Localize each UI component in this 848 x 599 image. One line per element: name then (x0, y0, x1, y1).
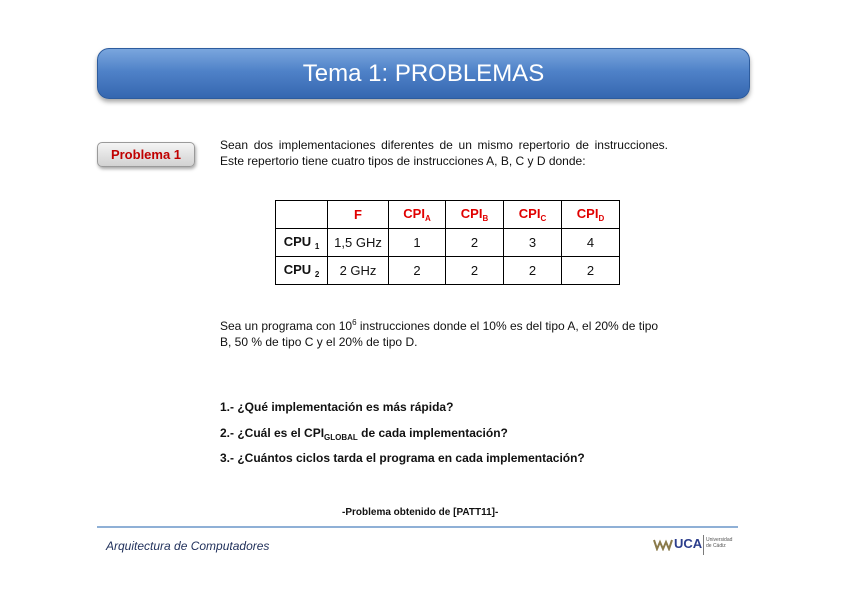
table-row (276, 257, 620, 285)
table-cell: 2 (389, 257, 446, 285)
table-cell: 3 (504, 229, 562, 257)
header-cell-f: F (328, 201, 389, 229)
table-cell: 1,5 GHz (328, 229, 389, 257)
row-label-cpu-2: CPU $_2$ (276, 257, 328, 285)
question-1: 1.- ¿Qué implementación es más rápida? (220, 400, 454, 414)
header-cell-cpi-c: $CPI_C$ (504, 201, 562, 229)
table-cell: 2 (504, 257, 562, 285)
table-row (276, 229, 620, 257)
footer-divider (97, 526, 738, 528)
header-cell-cpi-d: $CPI_D$ (562, 201, 620, 229)
table-cell: 4 (562, 229, 620, 257)
table-corner-cell (276, 201, 328, 229)
row-label-cpu-1: CPU $_1$ (276, 229, 328, 257)
question-2: 2.- ¿Cuál es el $CPI_{GLOBAL}$ de cada implementación? (220, 426, 508, 442)
table-cell: 2 (446, 257, 504, 285)
logo-text: UCA (674, 536, 703, 551)
uca-logo (653, 534, 741, 556)
logo-separator (703, 535, 704, 555)
table-cell: 2 (562, 257, 620, 285)
table-cell: 2 (446, 229, 504, 257)
title-bar (97, 48, 750, 99)
question-3: 3.- ¿Cuántos ciclos tarda el programa en cada implementación? (220, 451, 585, 465)
source-citation: -Problema obtenido de [PATT11]- (342, 507, 499, 518)
table-header-row (276, 201, 620, 229)
cpi-table (275, 200, 620, 285)
table-cell: 2 GHz (328, 257, 389, 285)
problem-badge: Problema 1 (97, 142, 195, 167)
course-name: Arquitectura de Computadores (106, 539, 270, 553)
logo-university: Universidad de Cádiz (706, 537, 733, 549)
crown-icon (653, 537, 673, 551)
header-cell-cpi-a: $CPI_A$ (389, 201, 446, 229)
program-description: Sea un programa con $10^6$ instrucciones donde el 10% es del tipo A, el 20% de tipo B, 50 % de tipo C y el 20% de tipo D. (220, 318, 659, 349)
page-title: Tema 1: PROBLEMAS (302, 60, 545, 87)
table-cell: 1 (389, 229, 446, 257)
intro-paragraph: Sean dos implementaciones diferentes de un mismo repertorio de instrucciones. Este repertorio tiene cuatro tipos de instrucciones A, B, C y D donde: (220, 138, 668, 168)
header-cell-cpi-b: $CPI_B$ (446, 201, 504, 229)
